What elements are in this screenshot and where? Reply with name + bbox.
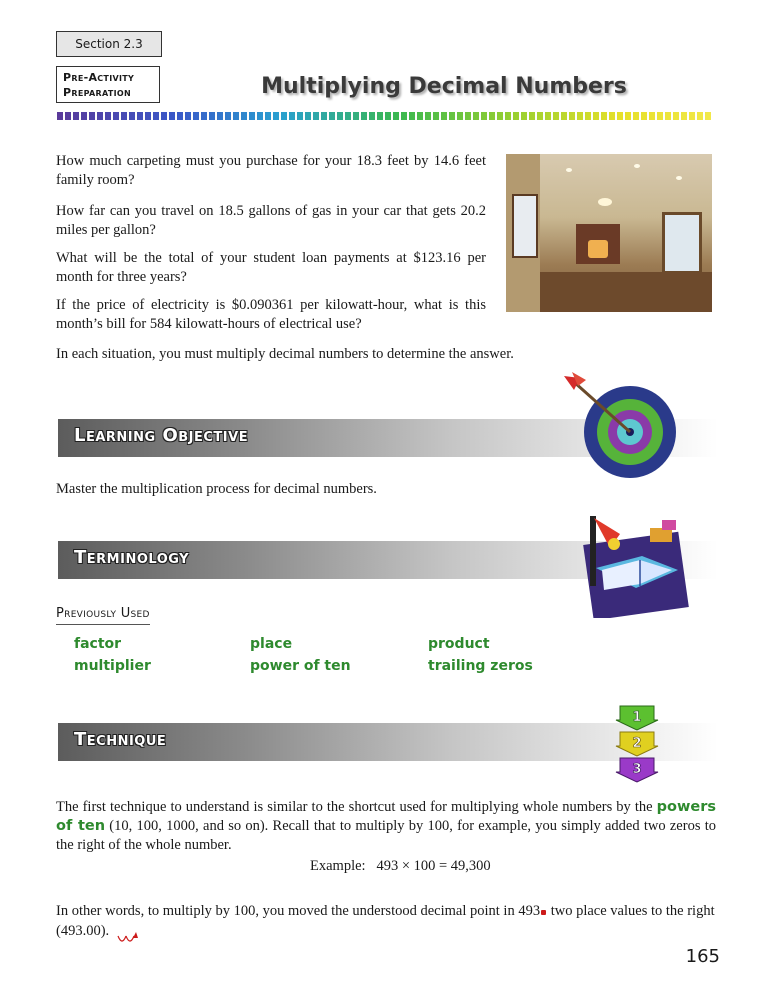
step-1-label: 1 [632,710,642,725]
rainbow-divider [57,112,713,120]
step-3-label: 3 [632,762,642,777]
previously-used-label: Previously Used [56,606,150,625]
page-title: Multiplying Decimal Numbers [261,74,627,99]
term-powers-of-ten: powers of ten [56,799,716,834]
target-icon [560,372,690,492]
p1-before: The first technique to understand is similar to the shortcut used for multiplying whole numbers by the [56,799,657,815]
example-expression: 493 × 100 = 49,300 [376,858,491,874]
term-factor: factor [74,636,122,652]
term-product: product [428,636,490,652]
p2-before: In other words, to multiply by 100, you moved the understood decimal point in 493 [56,903,541,919]
decimal-point-marker [541,910,546,915]
term-trailing-zeros: trailing zeros [428,658,533,674]
question-4: If the price of electricity is $0.090361 per kilowatt-hour, what is this month’s bill for 584 kilowatt-hours of electrical use? [56,297,486,332]
question-2: How far can you travel on 18.5 gallons of gas in your car that gets 20.2 miles per gallon? [56,203,486,238]
pre-activity-line2: Preparation [63,86,131,99]
technique-heading: Technique [74,729,167,750]
question-3: What will be the total of your student loan payments at $123.16 per month for three years? [56,250,486,285]
family-room-photo [506,154,712,312]
example-line [310,858,491,875]
term-place: place [250,636,293,652]
technique-paragraph-1 [56,798,716,855]
question-1: How much carpeting must you purchase for your 18.3 feet by 14.6 feet family room? [56,153,486,188]
p2-after: two place values to the right (493.00 [56,903,715,939]
technique-paragraph-2 [56,901,716,941]
page-number: 165 [685,946,720,967]
decimal-move-arrows-icon [116,932,142,948]
step-2-label: 2 [632,736,642,751]
example-label: Example: [310,858,366,874]
steps-arrows-icon [614,704,660,784]
pre-activity-box [56,66,160,103]
intro-summary: In each situation, you must multiply decimal numbers to determine the answer. [56,346,514,362]
term-power-of-ten: power of ten [250,658,351,674]
pre-activity-line1: Pre-Activity [63,71,135,84]
terminology-heading: Terminology [74,547,190,568]
section-label: Section 2.3 [56,31,162,57]
learning-objective-heading: Learning Objective [74,425,249,446]
book-lamp-icon [580,508,700,618]
term-multiplier: multiplier [74,658,151,674]
learning-objective-text: Master the multiplication process for decimal numbers. [56,481,377,497]
p2-end: ). [100,923,110,939]
p1-after: (10, 100, 1000, and so on). Recall that to multiply by 100, for example, you simply added two zeros to the right of the whole number. [56,818,716,853]
